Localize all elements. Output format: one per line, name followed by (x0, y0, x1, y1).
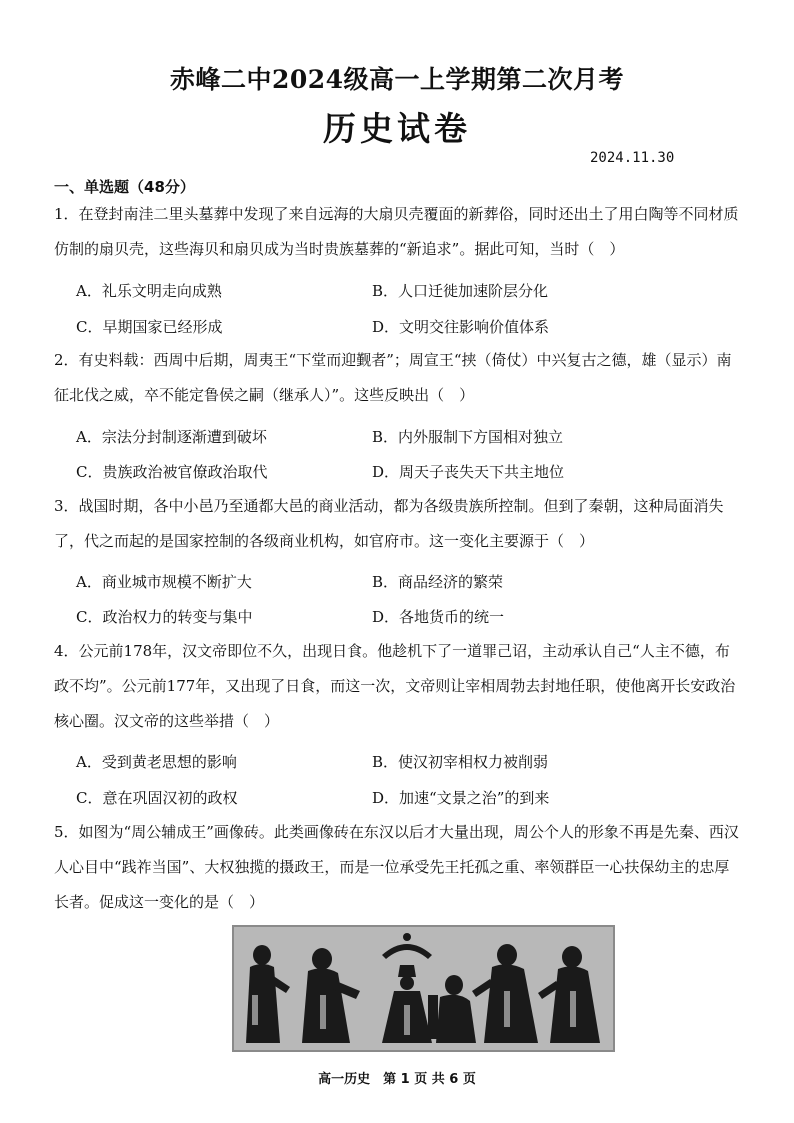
q2-option-b: B．内外服制下方国相对独立 (372, 428, 564, 446)
q4-option-a: A．受到黄老思想的影响 (76, 753, 237, 771)
q2-option-a: A．宗法分封制逐渐遭到破坏 (76, 428, 267, 446)
section-heading: 一、单选题（48分） (54, 178, 195, 196)
q3-option-a: A．商业城市规模不断扩大 (76, 573, 252, 591)
q1-option-b: B．人口迁徙加速阶层分化 (372, 282, 549, 300)
exam-subject: 历史试卷 (323, 109, 471, 148)
q4-option-c: C．意在巩固汉初的政权 (76, 789, 238, 807)
q3-option-b: B．商品经济的繁荣 (372, 573, 504, 591)
q4-option-d: D．加速“文景之治”的到来 (372, 789, 550, 807)
q4-option-b: B．使汉初宰相权力被削弱 (372, 753, 549, 771)
question-4: 4．公元前178年，汉文帝即位不久，出现日食。他趁机下了一道罪己诏，主动承认自己“人主不德，布政不均”。公元前177年，又出现了日食，而这一次，文帝则让宰相周勃去封地任职，使他离开长安政治核心圈。汉文帝的这些举措（ ） (54, 642, 736, 730)
question-1: 1．在登封南洼二里头墓葬中发现了来自远海的大扇贝壳覆面的新葬俗，同时还出土了用白陶等不同材质仿制的扇贝壳，这些海贝和扇贝成为当时贵族墓葬的“新追求”。据此可知，当时（ ） (54, 205, 739, 258)
question-3: 3．战国时期，各中小邑乃至通都大邑的商业活动，都为各级贵族所控制。但到了秦朝，这种局面消失了，代之而起的是国家控制的各级商业机构，如官府市。这一变化主要源于（ ） (54, 497, 724, 550)
q3-option-c: C．政治权力的转变与集中 (76, 608, 253, 626)
q2-option-c: C．贵族政治被官僚政治取代 (76, 463, 268, 481)
question-2: 2．有史料载：西周中后期，周夷王“下堂而迎觐者”；周宣王“挟（倚仗）中兴复古之德，雄（显示）南征北伐之威，卒不能定鲁侯之嗣（继承人）”。这些反映出（ ） (54, 351, 732, 404)
q3-option-d: D．各地货币的统一 (372, 608, 505, 626)
relief-brick-image (232, 925, 615, 1052)
q1-option-a: A．礼乐文明走向成熟 (76, 282, 222, 300)
page-footer: 高一历史 第 1 页 共 6 页 (318, 1072, 476, 1087)
question-5: 5．如图为“周公辅成王”画像砖。此类画像砖在东汉以后才大量出现，周公个人的形象不再是先秦、西汉人心目中“践祚当国”、大权独揽的摄政王，而是一位承受先王托孤之重、率领群臣一心扶保幼主的忠厚长者。促成这一变化的是（ ） (54, 823, 739, 911)
q2-option-d: D．周天子丧失天下共主地位 (372, 463, 565, 481)
q1-option-c: C．早期国家已经形成 (76, 318, 223, 336)
exam-date: 2024.11.30 (590, 150, 675, 166)
q1-option-d: D．文明交往影响价值体系 (372, 318, 550, 336)
exam-title: 赤峰二中2024级高一上学期第二次月考 (169, 65, 625, 94)
